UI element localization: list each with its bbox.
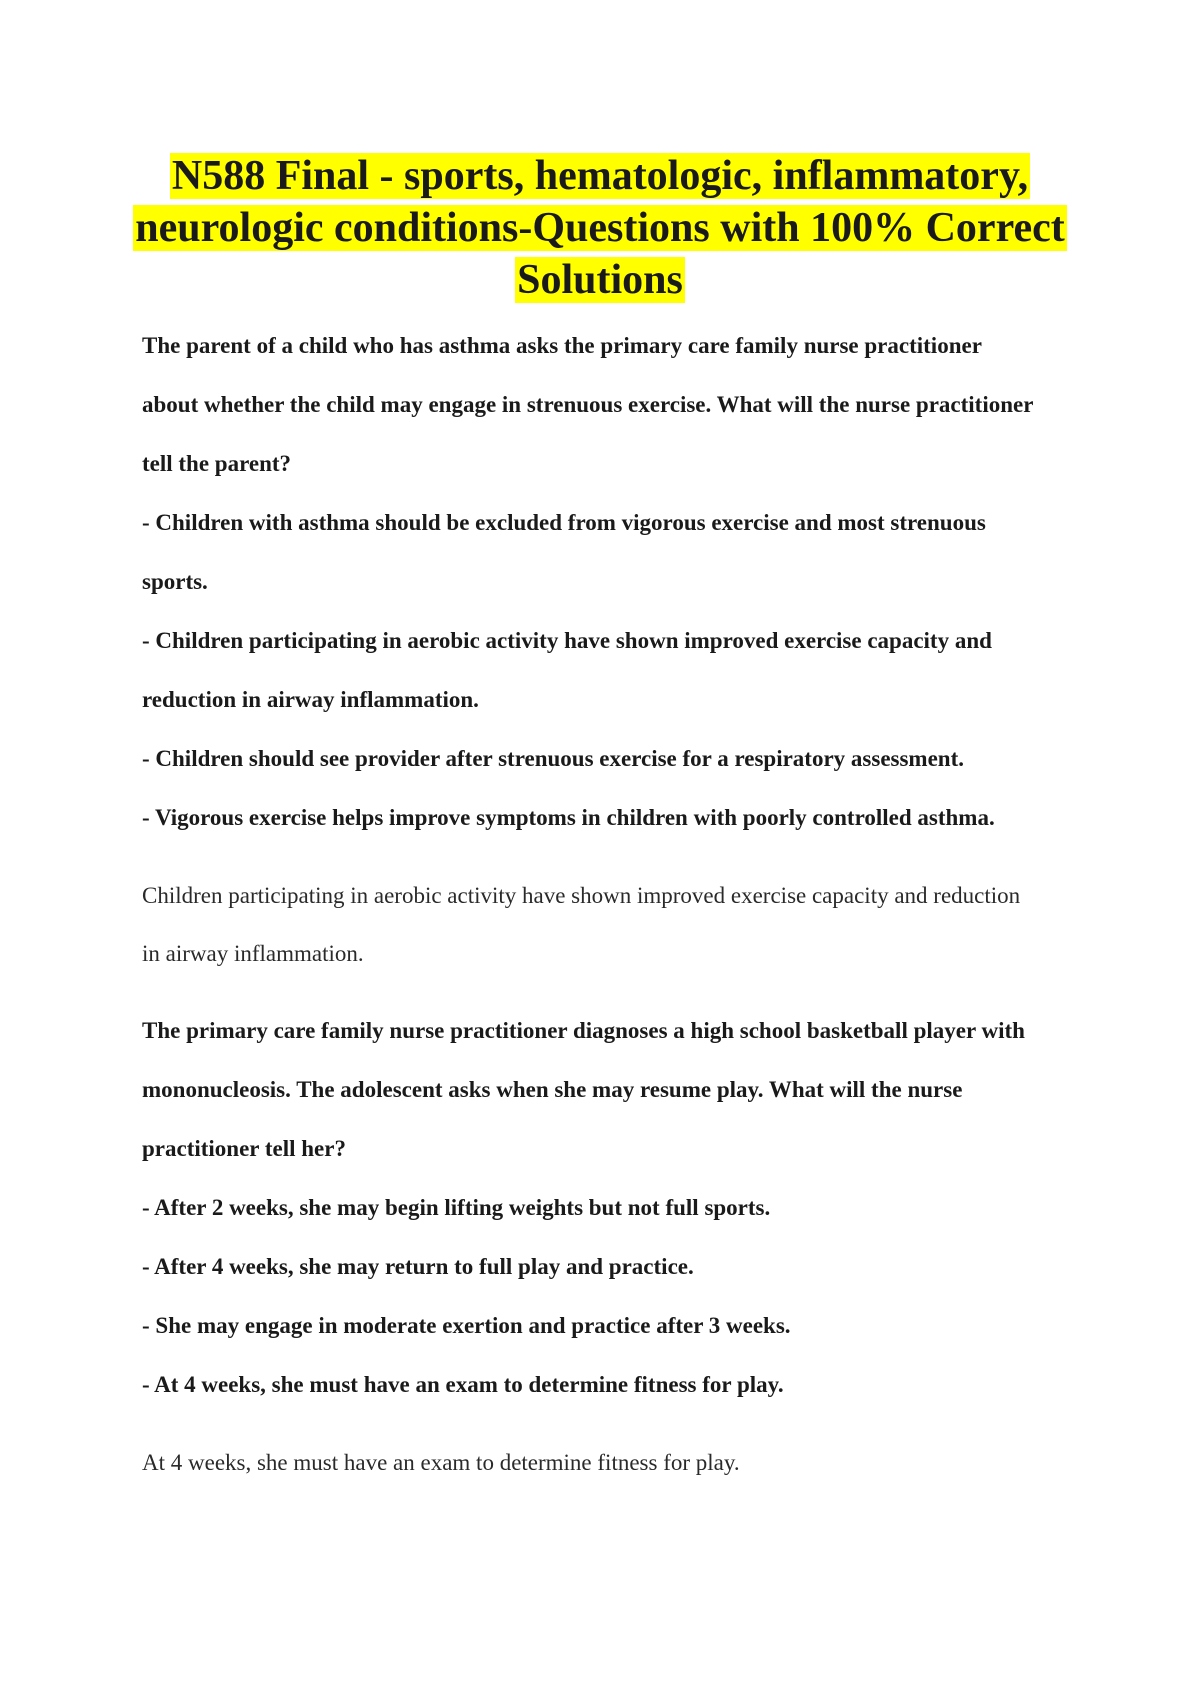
document-title	[130, 150, 1070, 306]
question-2-line-1: The primary care family nurse practitioner diagnoses a high school basketball player with	[142, 1018, 1025, 1043]
question-2-option-line-3: - She may engage in moderate exertion and practice after 3 weeks.	[142, 1313, 791, 1338]
question-1-line-3: tell the parent?	[142, 451, 292, 476]
question-1-option-line-4: reduction in airway inflammation.	[142, 687, 479, 712]
question-2-option-line-1: - After 2 weeks, she may begin lifting weights but not full sports.	[142, 1195, 771, 1220]
question-2-line-3: practitioner tell her?	[142, 1136, 346, 1161]
answer-2-line-1: At 4 weeks, she must have an exam to determine fitness for play.	[142, 1450, 740, 1475]
title-line-2: neurologic conditions-Questions with 100% Correct	[135, 205, 1065, 251]
question-block-2	[142, 1001, 1082, 1492]
question-2-line-2: mononucleosis. The adolescent asks when she may resume play. What will the nurse	[142, 1077, 963, 1102]
question-1-line-1: The parent of a child who has asthma asks the primary care family nurse practitioner	[142, 333, 982, 358]
question-1-option-line-5: - Children should see provider after strenuous exercise for a respiratory assessment.	[142, 746, 964, 771]
answer-1-line-1: Children participating in aerobic activity have shown improved exercise capacity and reduction	[142, 883, 1021, 908]
question-1-line-2: about whether the child may engage in strenuous exercise. What will the nurse practitioner	[142, 392, 1034, 417]
question-2-option-line-2: - After 4 weeks, she may return to full play and practice.	[142, 1254, 694, 1279]
answer-1-line-2: in airway inflammation.	[142, 941, 364, 966]
question-2-option-line-4: - At 4 weeks, she must have an exam to determine fitness for play.	[142, 1372, 784, 1397]
document-body	[142, 316, 1082, 1492]
question-block-1	[142, 316, 1082, 983]
question-1-option-line-1: - Children with asthma should be excluded from vigorous exercise and most strenuous	[142, 510, 986, 535]
title-line-1: N588 Final - sports, hematologic, inflammatory,	[171, 153, 1029, 199]
question-1-option-line-3: - Children participating in aerobic activity have shown improved exercise capacity and	[142, 628, 992, 653]
title-line-3: Solutions	[517, 257, 683, 303]
question-1-option-line-6: - Vigorous exercise helps improve symptoms in children with poorly controlled asthma.	[142, 805, 995, 830]
question-1-option-line-2: sports.	[142, 569, 208, 594]
